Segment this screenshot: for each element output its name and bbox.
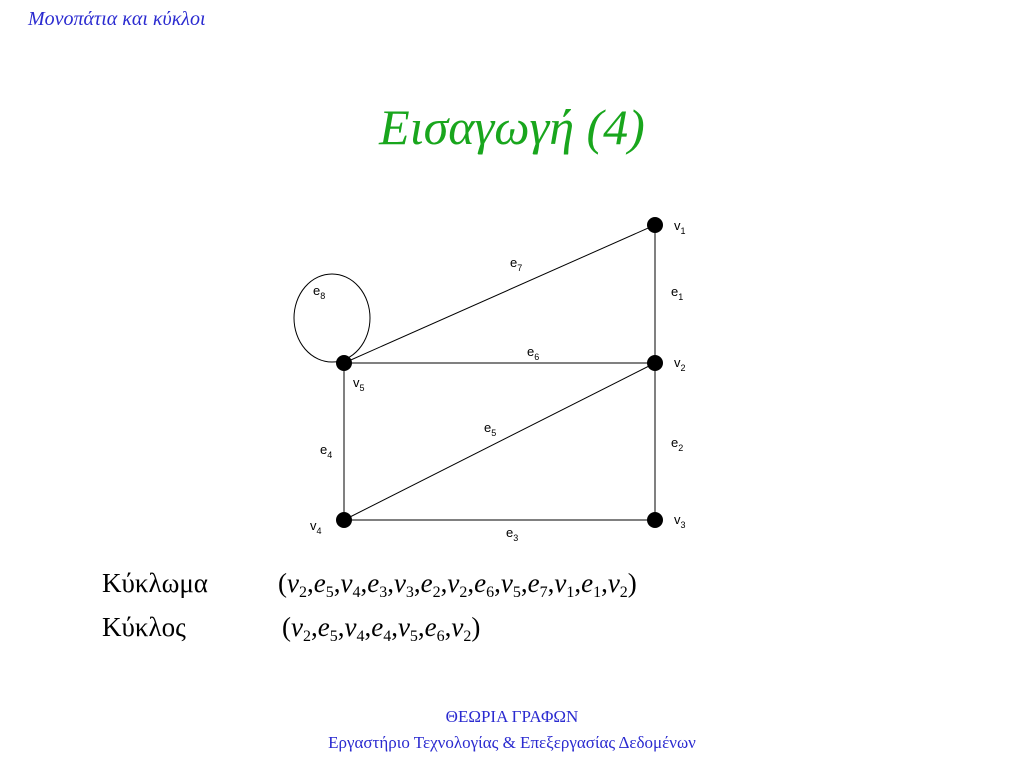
circuit-row xyxy=(102,568,637,601)
footer-course: ΘΕΩΡΙΑ ΓΡΑΦΩΝ xyxy=(445,707,579,726)
vertex-label-v2: $v_2$ xyxy=(674,355,686,373)
sequence-term: $v_2$ xyxy=(291,612,311,645)
sequence-term: $v_2$ xyxy=(607,568,628,601)
vertex-label-v3: $v_3$ xyxy=(674,512,686,530)
sequence-term: $v_5$ xyxy=(500,568,521,601)
edge-label-e6: $e_6$ xyxy=(527,344,540,362)
cycle-row xyxy=(102,612,481,645)
slide-title: Εισαγωγή (4) xyxy=(379,99,645,155)
edge-e5 xyxy=(344,363,655,520)
edge-label-e8: $e_8$ xyxy=(313,283,326,301)
vertex-v2 xyxy=(647,355,663,371)
vertex-v3 xyxy=(647,512,663,528)
sequence-term: $e_3$ xyxy=(367,568,388,601)
sequence-term: $v_5$ xyxy=(397,612,418,645)
sequence-term: $v_2$ xyxy=(287,568,307,601)
open-paren: ( xyxy=(278,568,287,598)
edge-label-e5: $e_5$ xyxy=(484,420,497,438)
circuit-label: Κύκλωμα xyxy=(102,568,208,598)
close-paren: ) xyxy=(471,612,481,642)
close-paren: ) xyxy=(627,568,637,598)
circuit-sequence: $(v_2,e_5,v_4,e_3,v_3,e_2,v_2,e_6,v_5,e_7,v_1,e_1,v_2)$ xyxy=(278,568,637,601)
edge-label-e4: $e_4$ xyxy=(320,442,333,460)
labels xyxy=(310,218,686,543)
edges xyxy=(294,225,655,520)
vertex-v1 xyxy=(647,217,663,233)
sequence-term: $v_4$ xyxy=(344,612,365,645)
open-paren: ( xyxy=(282,612,291,642)
sequence-term: $v_4$ xyxy=(340,568,361,601)
sequence-term: $e_5$ xyxy=(317,612,338,645)
vertex-label-v1: $v_1$ xyxy=(674,218,686,236)
sequence-term: $e_4$ xyxy=(371,612,392,645)
edge-e7 xyxy=(344,225,655,363)
edge-e8 xyxy=(294,274,370,362)
edge-label-e3: $e_3$ xyxy=(506,525,519,543)
sequence-term: $v_2$ xyxy=(447,568,468,601)
vertex-label-v5: $v_5$ xyxy=(353,375,365,393)
sequence-term: $v_1$ xyxy=(554,568,575,601)
cycle-sequence: $(v_2,e_5,v_4,e_4,v_5,e_6,v_2)$ xyxy=(282,612,481,645)
sequence-term: $v_3$ xyxy=(393,568,414,601)
cycle-label: Κύκλος xyxy=(102,612,186,642)
edge-label-e1: $e_1$ xyxy=(671,284,684,302)
sequence-term: $e_2$ xyxy=(420,568,441,601)
sequence-term: $e_1$ xyxy=(581,568,602,601)
vertex-v4 xyxy=(336,512,352,528)
sequence-term: $e_6$ xyxy=(424,612,445,645)
edge-label-e7: $e_7$ xyxy=(510,255,523,273)
sequence-term: $e_7$ xyxy=(527,568,548,601)
sequence-term: $e_6$ xyxy=(474,568,495,601)
vertex-label-v4: $v_4$ xyxy=(310,518,322,536)
sequence-term: $v_2$ xyxy=(451,612,472,645)
vertices xyxy=(336,217,663,528)
slide-topic: Μονοπάτια και κύκλοι xyxy=(28,8,206,30)
footer-lab: Εργαστήριο Τεχνολογίας & Επεξεργασίας Δεδομένων xyxy=(328,733,696,752)
vertex-v5 xyxy=(336,355,352,371)
edge-label-e2: $e_2$ xyxy=(671,435,684,453)
sequence-term: $e_5$ xyxy=(313,568,334,601)
